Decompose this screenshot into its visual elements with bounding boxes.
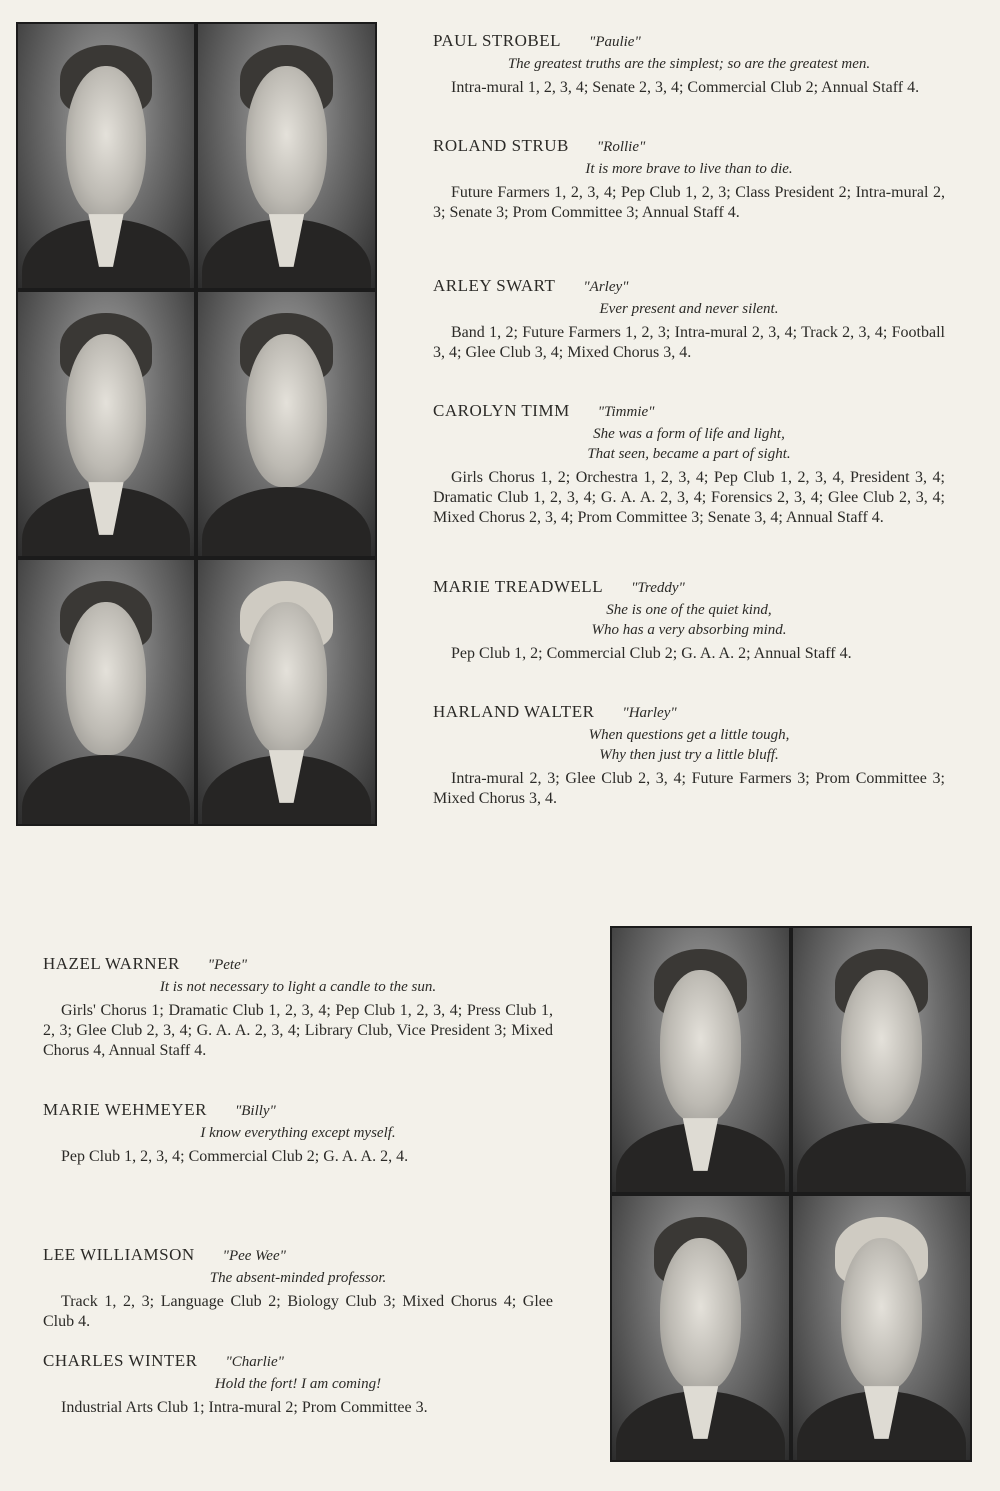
student-quote: Ever present and never silent. (599, 301, 779, 317)
student-entry (43, 1351, 553, 1418)
portrait-photo (198, 24, 375, 288)
student-quote: Hold the fort! I am coming! (214, 1376, 382, 1392)
portrait-photo (18, 292, 194, 556)
student-activities: Track 1, 2, 3; Language Club 2; Biology Club 3; Mixed Chorus 4; Glee Club 4. (43, 1293, 553, 1330)
student-name: CHARLES WINTER (43, 1351, 198, 1370)
student-heading (43, 1351, 553, 1371)
student-activities: Pep Club 1, 2; Commercial Club 2; G. A. A. 2; Annual Staff 4. (451, 645, 852, 662)
student-heading (43, 954, 553, 974)
student-activities: Future Farmers 1, 2, 3, 4; Pep Club 1, 2, 3; Class President 2; Intra-mural 2, 3; Senate 3; Prom Committee 3; Annual Staff 4. (433, 184, 945, 221)
student-nickname: "Charlie" (225, 1354, 284, 1370)
student-quote: The greatest truths are the simplest; so are the greatest men. (507, 56, 871, 72)
student-nickname: "Pete" (207, 957, 248, 973)
student-entry (433, 276, 945, 363)
top-photo-grid (16, 22, 377, 826)
student-entry (433, 31, 945, 98)
student-activities: Industrial Arts Club 1; Intra-mural 2; Prom Committee 3. (61, 1399, 428, 1416)
student-activities: Band 1, 2; Future Farmers 1, 2, 3; Intra-mural 2, 3, 4; Track 2, 3, 4; Football 3, 4; Glee Club 3, 4; Mixed Chorus 3, 4. (433, 324, 945, 361)
student-heading (433, 31, 945, 51)
student-entry (433, 577, 945, 664)
student-entry (433, 401, 945, 528)
student-entry (43, 1245, 553, 1332)
student-activities: Intra-mural 1, 2, 3, 4; Senate 2, 3, 4; Commercial Club 2; Annual Staff 4. (451, 79, 920, 96)
student-name: HARLAND WALTER (433, 702, 595, 721)
student-activities: Girls Chorus 1, 2; Orchestra 1, 2, 3, 4; Pep Club 1, 2, 3, 4, President 3, 4; Dramatic Club 1, 2, 3, 4; G. A. A. 2, 3, 4; Forensics 2, 3, 4; Glee Club 2, 3, 4; Mixed Chorus 2, 3, 4; Prom Committee 3; Senate 3, 4; Annual Staff 4. (433, 469, 945, 526)
student-entry (433, 702, 945, 809)
student-entry (433, 136, 945, 223)
student-quote: I know everything except myself. (200, 1125, 396, 1141)
student-name: ARLEY SWART (433, 276, 556, 295)
student-quote: The absent-minded professor. (209, 1270, 387, 1286)
student-quote: When questions get a little tough, Why then just try a little bluff. (588, 727, 790, 763)
student-heading (43, 1100, 553, 1120)
student-quote: It is more brave to live than to die. (585, 161, 793, 177)
student-nickname: "Timmie" (597, 404, 655, 420)
student-heading (433, 577, 945, 597)
student-nickname: "Rollie" (596, 139, 646, 155)
bottom-photo-grid (610, 926, 972, 1462)
student-entry (43, 1100, 553, 1167)
student-quote: It is not necessary to light a candle to the sun. (159, 979, 437, 995)
student-activities: Pep Club 1, 2, 3, 4; Commercial Club 2; G. A. A. 2, 4. (61, 1148, 409, 1165)
student-quote: She was a form of life and light, That seen, became a part of sight. (587, 426, 791, 462)
student-name: LEE WILLIAMSON (43, 1245, 195, 1264)
student-activities: Intra-mural 2, 3; Glee Club 2, 3, 4; Future Farmers 3; Prom Committee 3; Mixed Chorus 3, 4. (433, 770, 945, 807)
student-name: PAUL STROBEL (433, 31, 562, 50)
student-heading (433, 401, 945, 421)
student-heading (43, 1245, 553, 1265)
student-name: CAROLYN TIMM (433, 401, 570, 420)
student-name: HAZEL WARNER (43, 954, 180, 973)
student-nickname: "Arley" (583, 279, 629, 295)
portrait-photo (612, 928, 789, 1192)
portrait-photo (198, 292, 375, 556)
student-name: ROLAND STRUB (433, 136, 569, 155)
student-nickname: "Harley" (622, 705, 677, 721)
student-nickname: "Paulie" (589, 34, 641, 50)
portrait-photo (612, 1196, 789, 1460)
student-quote: She is one of the quiet kind, Who has a very absorbing mind. (591, 602, 787, 638)
student-heading (433, 276, 945, 296)
student-entry (43, 954, 553, 1061)
student-nickname: "Treddy" (631, 580, 685, 596)
portrait-photo (793, 1196, 970, 1460)
portrait-photo (793, 928, 970, 1192)
student-heading (433, 136, 945, 156)
portrait-photo (198, 560, 375, 824)
portrait-photo (18, 24, 194, 288)
student-nickname: "Billy" (234, 1103, 276, 1119)
student-heading (433, 702, 945, 722)
student-activities: Girls' Chorus 1; Dramatic Club 1, 2, 3, 4; Pep Club 1, 2, 3, 4; Press Club 1, 2, 3; Glee Club 2, 3, 4; G. A. A. 2, 3, 4; Library Club, Vice President 3; Mixed Chorus 4, Annual Staff 4. (43, 1002, 553, 1059)
student-name: MARIE WEHMEYER (43, 1100, 207, 1119)
student-name: MARIE TREADWELL (433, 577, 604, 596)
student-nickname: "Pee Wee" (222, 1248, 286, 1264)
portrait-photo (18, 560, 194, 824)
